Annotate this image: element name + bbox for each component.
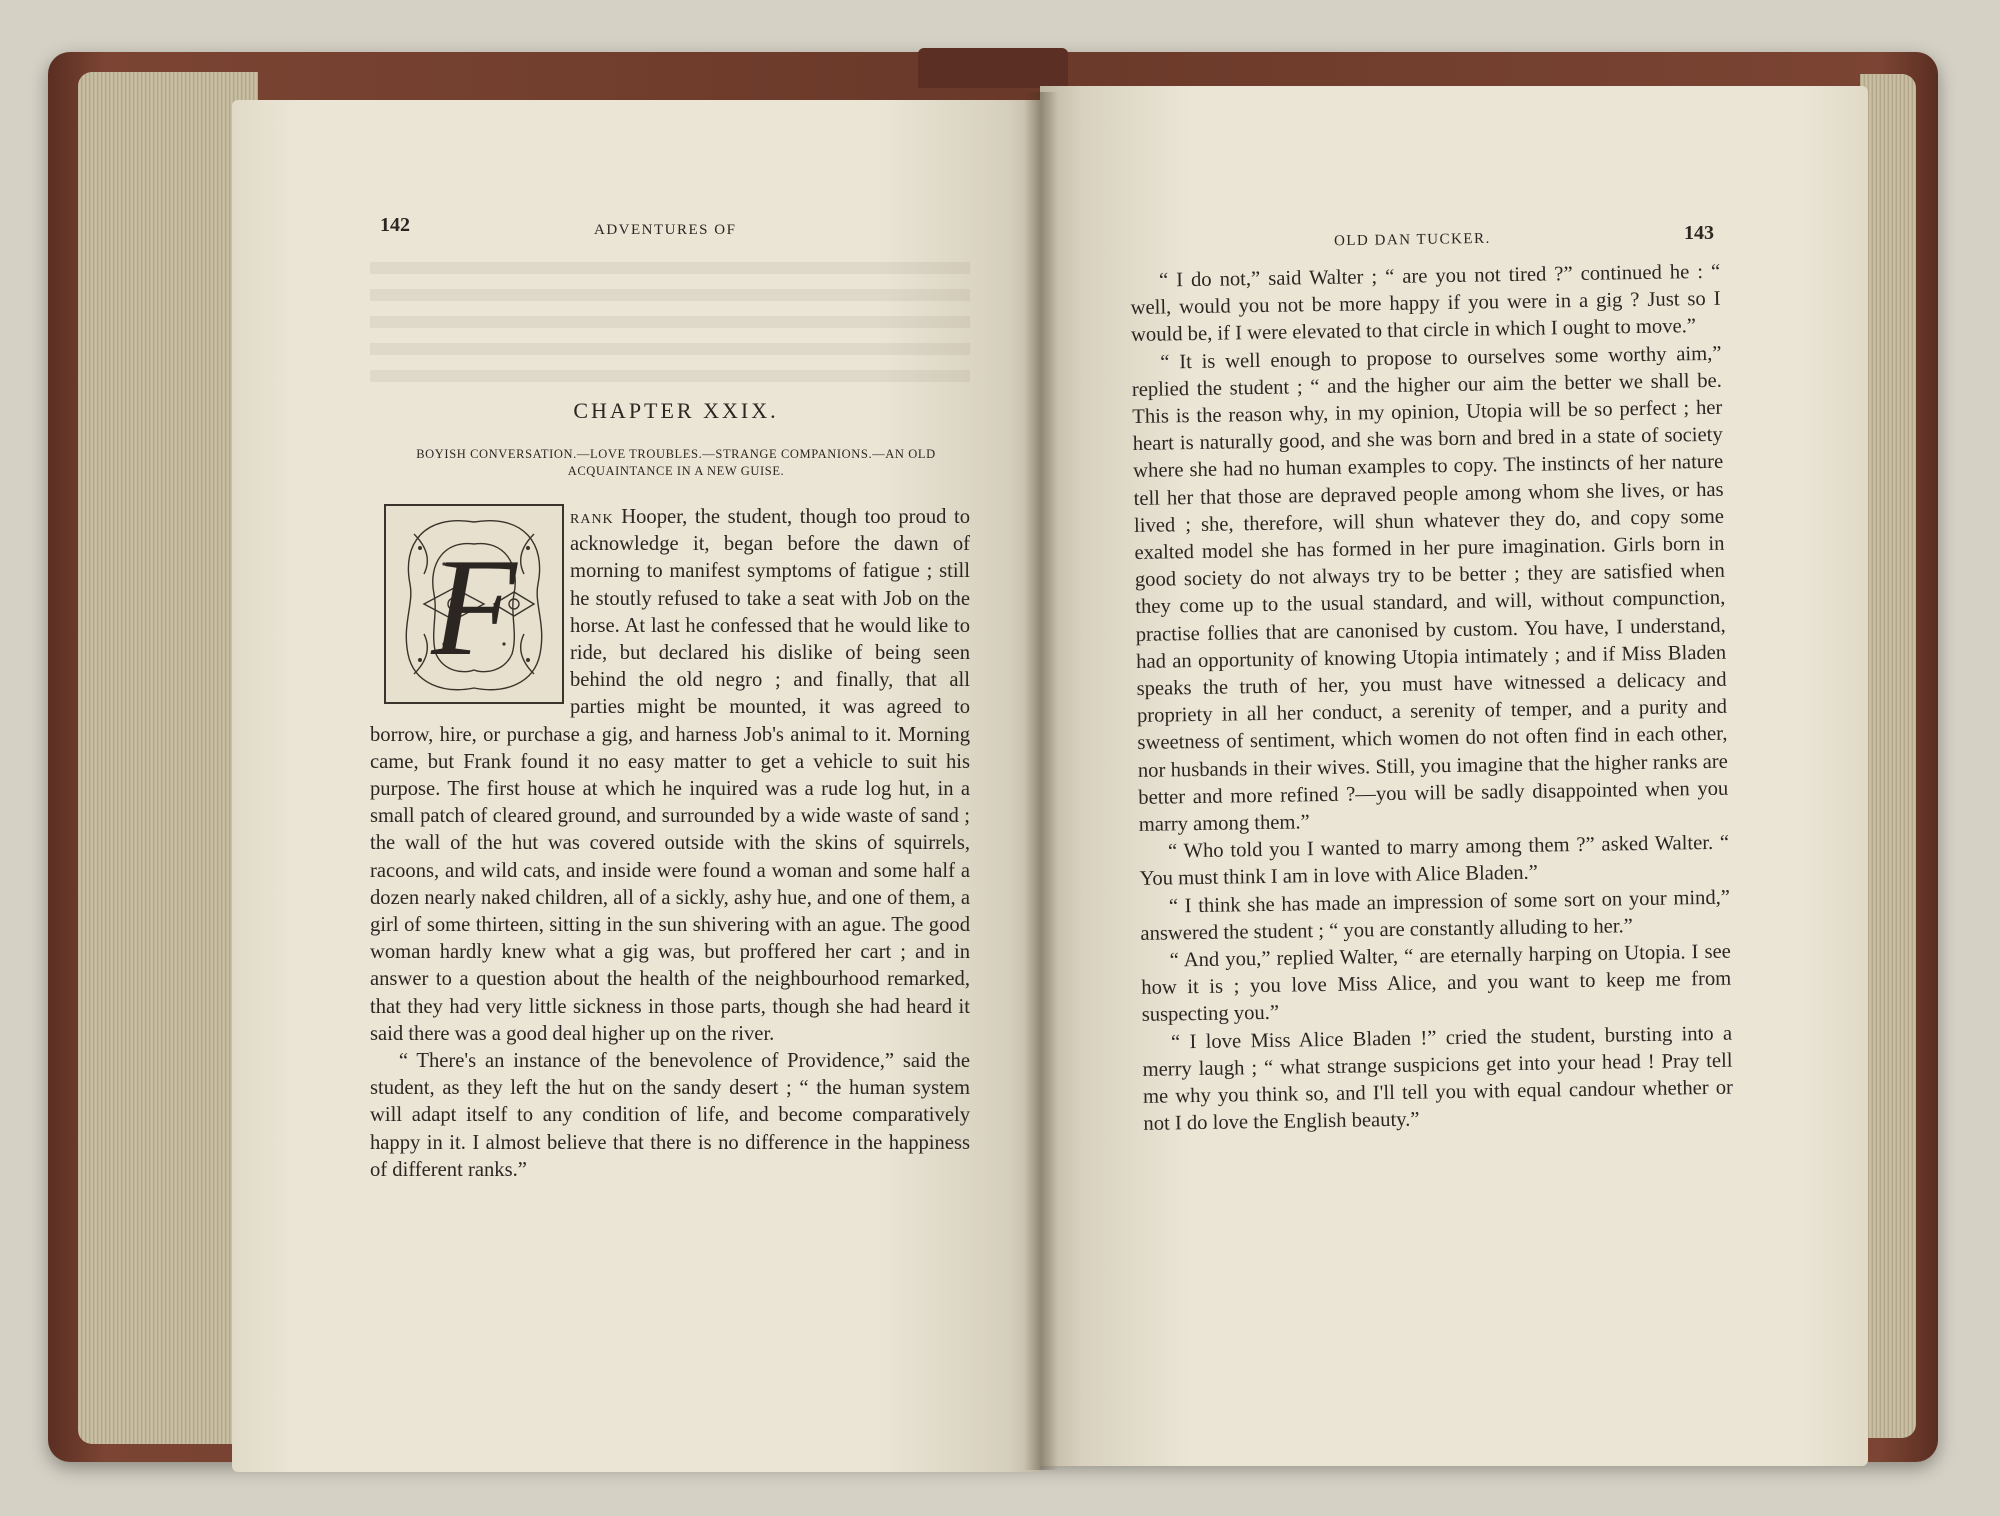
book-gutter	[1024, 92, 1058, 1470]
right-paragraph-6: “ I love Miss Alice Bladen !” cried the student, bursting into a merry laugh ; “ what strange suspicions get into your head ! Pray tell me why you think so, and I'll tell you with equal candour whether or not I do love the English beauty.”	[1142, 1022, 1734, 1136]
right-page-body	[1130, 259, 1734, 1139]
bleed-through-text	[370, 262, 970, 382]
left-running-head: ADVENTURES OF	[594, 222, 737, 238]
right-paragraph-2: “ It is well enough to propose to ourselves some worthy aim,” replied the student ; “ and the higher our aim the better we shall be. This is the reason why, in my opinion, Utopia will be so perfect ; her heart is naturally good, and she was born and bred in a state of society where she had no human examples to copy. The instincts of her nature tell her that those are depraved people among whom she lives, or has lived ; she, therefore, will shun whatever they do, and copy some exalted model she has formed in her pure imagination. Girls born in good society do not always try to be better ; they are satisfied when they come up to the usual standard, and will, without compunction, practise follies that are canonised by custom. You have, I understand, had an opportunity of knowing Utopia intimately ; and if Miss Bladen speaks the truth of her, you must have witnessed a delicacy and propriety in all her conduct, a serenity of temper, and a purity and sweetness of sentiment, which women do not often find in each other, nor husbands in their wives. Still, you imagine that the higher ranks are better and more refined ?—you will be sadly disappointed when you marry among them.”	[1131, 342, 1729, 836]
right-paragraph-5: “ And you,” replied Walter, “ are eternally harping on Utopia. I see how it is ; you love Miss Alice, and you want to keep me from suspecting you.”	[1141, 940, 1732, 1027]
right-paragraph-3: “ Who told you I wanted to marry among them ?” asked Walter. “ You must think I am in love with Alice Bladen.”	[1139, 831, 1730, 891]
right-paragraph-4: “ I think she has made an impression of some sort on your mind,” answered the student ; “ you are constantly alluding to her.”	[1140, 886, 1731, 945]
chapter-title: CHAPTER XXIX.	[573, 398, 779, 423]
left-page-body	[370, 504, 970, 1184]
page-edges-left	[78, 72, 258, 1444]
right-paragraph-1: “ I do not,” said Walter ; “ are you not tired ?” continued he : “ well, would you not be more happy if you were in a gig ? Just so I would be, if I were elevated to that circle in which I ought to move.”	[1130, 260, 1721, 347]
drop-cap-lead: rank	[570, 506, 614, 528]
left-paragraph-2: “ There's an instance of the benevolence of Providence,” said the student, as they left the hut on the sandy desert ; “ the human system will adapt itself to any condition of life, and become comparatively happy in it. I almost believe that there is no difference in the happiness of different ranks.”	[370, 1050, 970, 1181]
left-paragraph-1-text: Hooper, the student, though too proud to acknowledge it, began before the dawn of morning to manifest symptoms of fatigue ; still he stoutly refused to take a seat with Job on the horse. At last he confessed that he would like to ride, but declared his dislike of being seen behind the old negro ; and finally, that all parties might be mounted, it was agreed to borrow, hire, or purchase a gig, and harness Job's animal to it. Morning came, but Frank found it no easy matter to get a vehicle to suit his purpose. The first house at which he inquired was a rude log hut, in a small patch of cleared ground, and surrounded by a wide waste of sand ; the wall of the hut was covered outside with the skins of squirrels, racoons, and wild cats, and inside were found a woman and some half a dozen nearly naked children, all of a sickly, ashy hue, and one of them, a girl of some thirteen, sitting in the sun shivering with an ague. The good woman hardly knew what a gig was, but proffered her cart ; and in answer to a question about the health of the neighbourhood remarked, that they had very little sickness in those parts, though she had heard it said there was a good deal higher up on the river.	[370, 506, 970, 1045]
chapter-synopsis: BOYISH CONVERSATION.—LOVE TROUBLES.—STRANGE COMPANIONS.—AN OLD ACQUAINTANCE IN A NEW GUISE.	[416, 447, 936, 478]
drop-cap-spacer	[370, 504, 570, 720]
drop-cap-letter: F	[431, 530, 517, 685]
book-spine	[918, 48, 1068, 88]
left-page-number: 142	[380, 214, 410, 236]
page-edges-right	[1860, 74, 1916, 1438]
right-page-number: 143	[1684, 222, 1714, 244]
right-running-head: OLD DAN TUCKER.	[1333, 230, 1491, 250]
